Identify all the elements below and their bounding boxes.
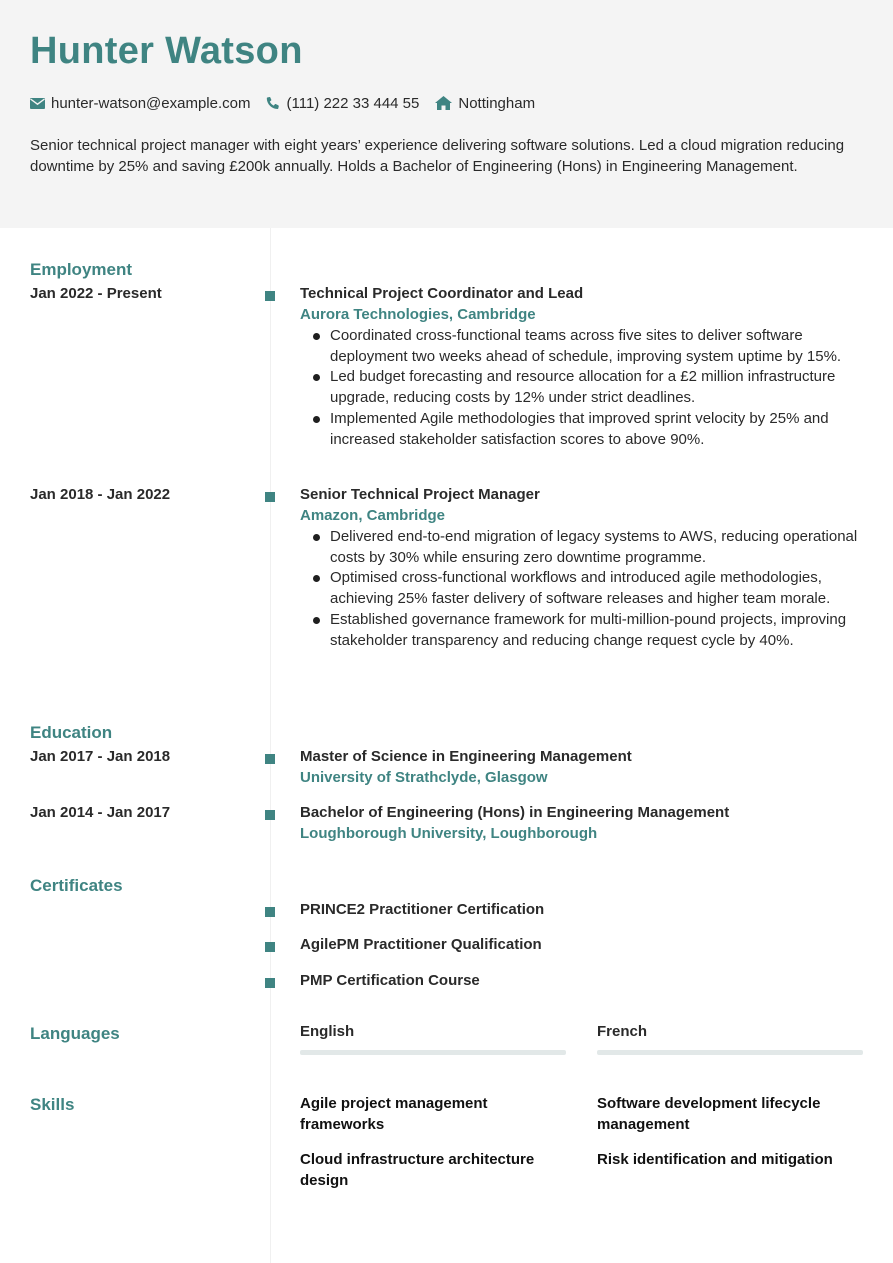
edu-2-degree: Bachelor of Engineering (Hons) in Engineering Management (300, 804, 730, 821)
skill-2: Software development lifecycle management (597, 1095, 821, 1133)
job-2-bullets (300, 527, 865, 651)
edu-1-marker (265, 754, 275, 764)
job-2-role: Senior Technical Project Manager (300, 486, 540, 503)
skills-heading: Skills (30, 1095, 75, 1114)
phone-icon (266, 96, 280, 110)
contact-phone[interactable] (266, 95, 419, 112)
location-text: Nottingham (458, 94, 536, 112)
cert-1-marker (265, 907, 275, 917)
list-item: Delivered end-to-end migration of legacy systems to AWS, reducing operational costs by 30% while ensuring zero downtime programme. (300, 527, 865, 568)
cert-2: AgilePM Practitioner Qualification (300, 936, 542, 953)
envelope-icon (30, 98, 45, 109)
skill-1: Agile project management frameworks (300, 1095, 488, 1133)
edu-1-degree: Master of Science in Engineering Management (300, 748, 632, 765)
edu-2-marker (265, 810, 275, 820)
skill-4: Risk identification and mitigation (597, 1151, 833, 1168)
contact-location (435, 95, 535, 112)
contact-row (30, 92, 551, 114)
language-1-name: English (300, 1023, 355, 1040)
certificates-heading: Certificates (30, 876, 123, 895)
edu-2-dates: Jan 2014 - Jan 2017 (30, 804, 171, 821)
languages-heading: Languages (30, 1024, 120, 1043)
candidate-name: Hunter Watson (30, 30, 303, 72)
email-text: hunter-watson@example.com (51, 94, 251, 112)
skill-3: Cloud infrastructure architecture design (300, 1151, 535, 1189)
list-item: Optimised cross-functional workflows and introduced agile methodologies, achieving 25% faster delivery of software releases and higher team morale. (300, 568, 865, 609)
column-divider (270, 228, 271, 1263)
list-item: Established governance framework for multi-million-pound projects, improving stakeholder transparency and reducing change request cycle by 40%. (300, 610, 865, 651)
home-icon (435, 96, 452, 110)
edu-1-school: University of Strathclyde, Glasgow (300, 769, 548, 786)
employment-heading: Employment (30, 260, 133, 279)
phone-text: (111) 222 33 444 55 (286, 94, 420, 112)
job-2-org: Amazon, Cambridge (300, 507, 446, 524)
language-1-level-bar (300, 1050, 566, 1055)
profile-summary: Senior technical project manager with eight years’ experience delivering software solutions. Led a cloud migration reducing downtime by 25% and saving £200k annually. Holds a Bachelor of Engineering (Hons) in Engineering Management. (30, 137, 845, 175)
list-item: Led budget forecasting and resource allocation for a £2 million infrastructure upgrade, reducing costs by 12% under strict deadlines. (300, 367, 865, 408)
edu-1-dates: Jan 2017 - Jan 2018 (30, 748, 171, 765)
cert-1: PRINCE2 Practitioner Certification (300, 901, 545, 918)
job-2-marker (265, 492, 275, 502)
cert-3: PMP Certification Course (300, 972, 480, 989)
list-item: Implemented Agile methodologies that improved sprint velocity by 25% and increased stakeholder satisfaction scores to above 90%. (300, 409, 865, 450)
cert-3-marker (265, 978, 275, 988)
job-2-dates: Jan 2018 - Jan 2022 (30, 486, 171, 503)
language-2-level-bar (597, 1050, 863, 1055)
header (0, 0, 893, 228)
education-heading: Education (30, 723, 113, 742)
edu-2-school: Loughborough University, Loughborough (300, 825, 598, 842)
language-1-level-fill (300, 1050, 566, 1055)
language-2-name: French (597, 1023, 648, 1040)
list-item: Coordinated cross-functional teams across five sites to deliver software deployment two weeks ahead of schedule, improving system uptime by 15%. (300, 326, 865, 367)
cert-2-marker (265, 942, 275, 952)
job-1-org: Aurora Technologies, Cambridge (300, 306, 536, 323)
job-1-marker (265, 291, 275, 301)
contact-email[interactable] (30, 95, 250, 112)
job-1-bullets (300, 326, 865, 450)
job-1-dates: Jan 2022 - Present (30, 285, 162, 302)
language-2-level-fill (597, 1050, 863, 1055)
job-1-role: Technical Project Coordinator and Lead (300, 285, 584, 302)
